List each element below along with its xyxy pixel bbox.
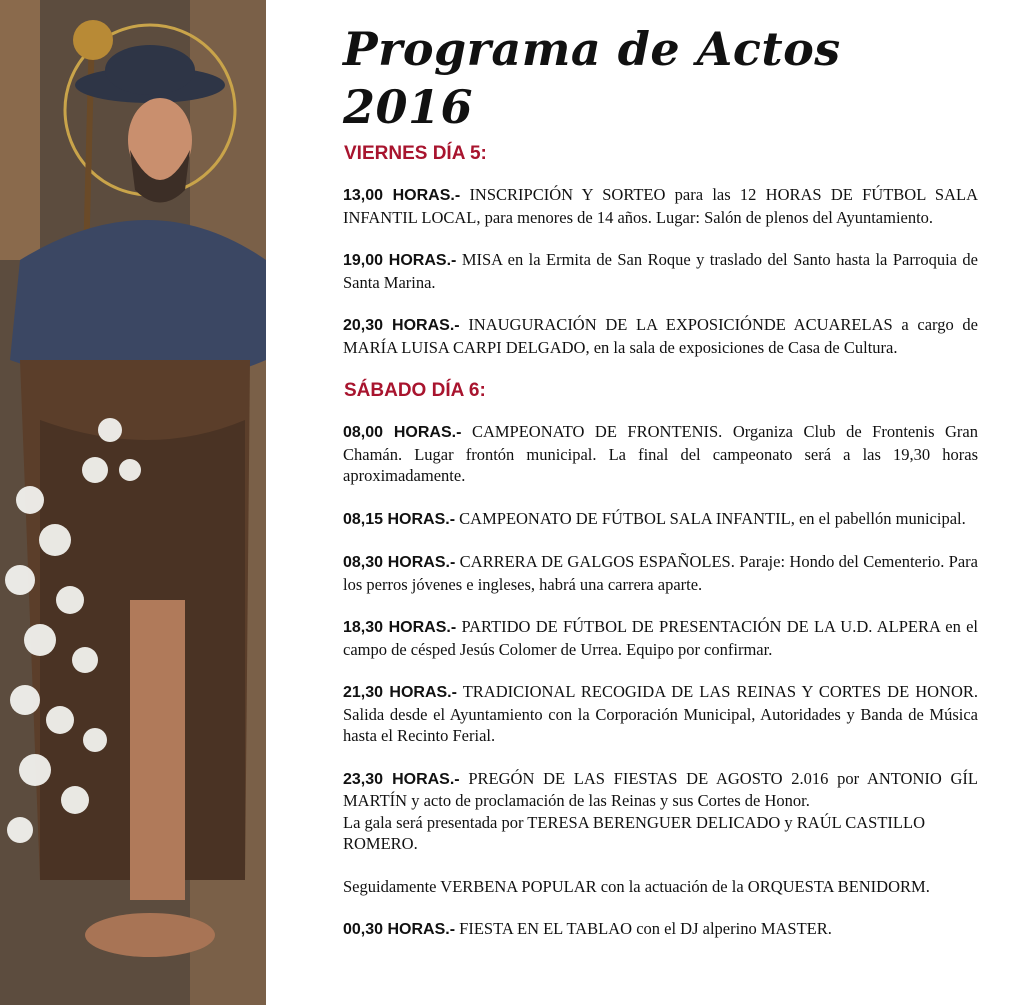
event-time: 08,30 HORAS.-: [343, 554, 456, 571]
event-time: 20,30 HORAS.-: [343, 317, 460, 334]
event-text: INSCRIPCIÓN Y SORTEO para las 12 HORAS DE FÚTBOL SALA INFANTIL LOCAL, para menores de 14 años. Lugar: Salón de plenos del Ayuntamiento.: [343, 185, 979, 227]
gala-note: La gala será presentada por TERESA BERENGUER DELICADO y RAÚL CASTILLO ROMERO.: [343, 812, 925, 853]
program-content: [343, 20, 978, 962]
event-text: PARTIDO DE FÚTBOL DE PRESENTACIÓN DE LA U.D. ALPERA en el campo de césped Jesús Colomer de Urrea. Equipo por confirmar.: [343, 617, 978, 659]
event-text: FIESTA EN EL TABLAO con el DJ alperino MASTER.: [459, 919, 832, 938]
page-title: Programa de Actos 2016: [343, 22, 841, 134]
event-time: 08,00 HORAS.-: [343, 424, 462, 441]
event-item: [343, 421, 978, 487]
event-text: INAUGURACIÓN DE LA EXPOSICIÓNDE ACUARELAS a cargo de MARÍA LUISA CARPI DELGADO, en la sala de exposiciones de Casa de Cultura.: [343, 315, 979, 357]
saint-roch-statue-photo: [0, 0, 266, 1005]
event-item: [343, 681, 978, 747]
event-text: CARRERA DE GALGOS ESPAÑOLES. Paraje: Hondo del Cementerio. Para los perros jóvenes e ingleses, habrá una carrera aparte.: [343, 552, 979, 594]
event-item: [343, 551, 978, 595]
event-item: [343, 918, 978, 941]
event-item: [343, 314, 978, 358]
event-item: [343, 768, 978, 812]
event-time: 00,30 HORAS.-: [343, 921, 456, 938]
event-text: MISA en la Ermita de San Roque y traslado del Santo hasta la Parroquia de Santa Marina.: [343, 250, 979, 292]
statue-illustration: [0, 0, 266, 1005]
event-time: 19,00 HORAS.-: [343, 252, 457, 269]
event-text: CAMPEONATO DE FRONTENIS. Organiza Club de Frontenis Gran Chamán. Lugar frontón municipal. La final del campeonato será a las 19,30 horas aproximadamente.: [343, 422, 979, 485]
event-time: 13,00 HORAS.-: [343, 187, 461, 204]
day-heading-saturday: SÁBADO DÍA 6:: [344, 380, 486, 401]
event-text: PREGÓN DE LAS FIESTAS DE AGOSTO 2.016 por ANTONIO GÍL MARTÍN y acto de proclamación de las Reinas y sus Cortes de Honor.: [343, 768, 978, 810]
event-text: CAMPEONATO DE FÚTBOL SALA INFANTIL, en el pabellón municipal.: [459, 508, 966, 528]
verbena-note: Seguidamente VERBENA POPULAR con la actuación de la ORQUESTA BENIDORM.: [343, 876, 930, 896]
event-item: [343, 616, 978, 660]
day-heading-friday: VIERNES DÍA 5:: [344, 143, 487, 164]
event-item: [343, 508, 978, 531]
event-time: 08,15 HORAS.-: [343, 510, 456, 528]
event-time: 23,30 HORAS.-: [343, 770, 460, 788]
event-item: [343, 249, 978, 293]
event-item: [343, 184, 978, 228]
event-text: TRADICIONAL RECOGIDA DE LAS REINAS Y CORTES DE HONOR. Salida desde el Ayuntamiento con la Corporación Municipal, Autoridades y Banda de Música hasta el Recinto Ferial.: [343, 682, 979, 745]
event-time: 21,30 HORAS.-: [343, 684, 457, 701]
event-time: 18,30 HORAS.-: [343, 619, 457, 636]
